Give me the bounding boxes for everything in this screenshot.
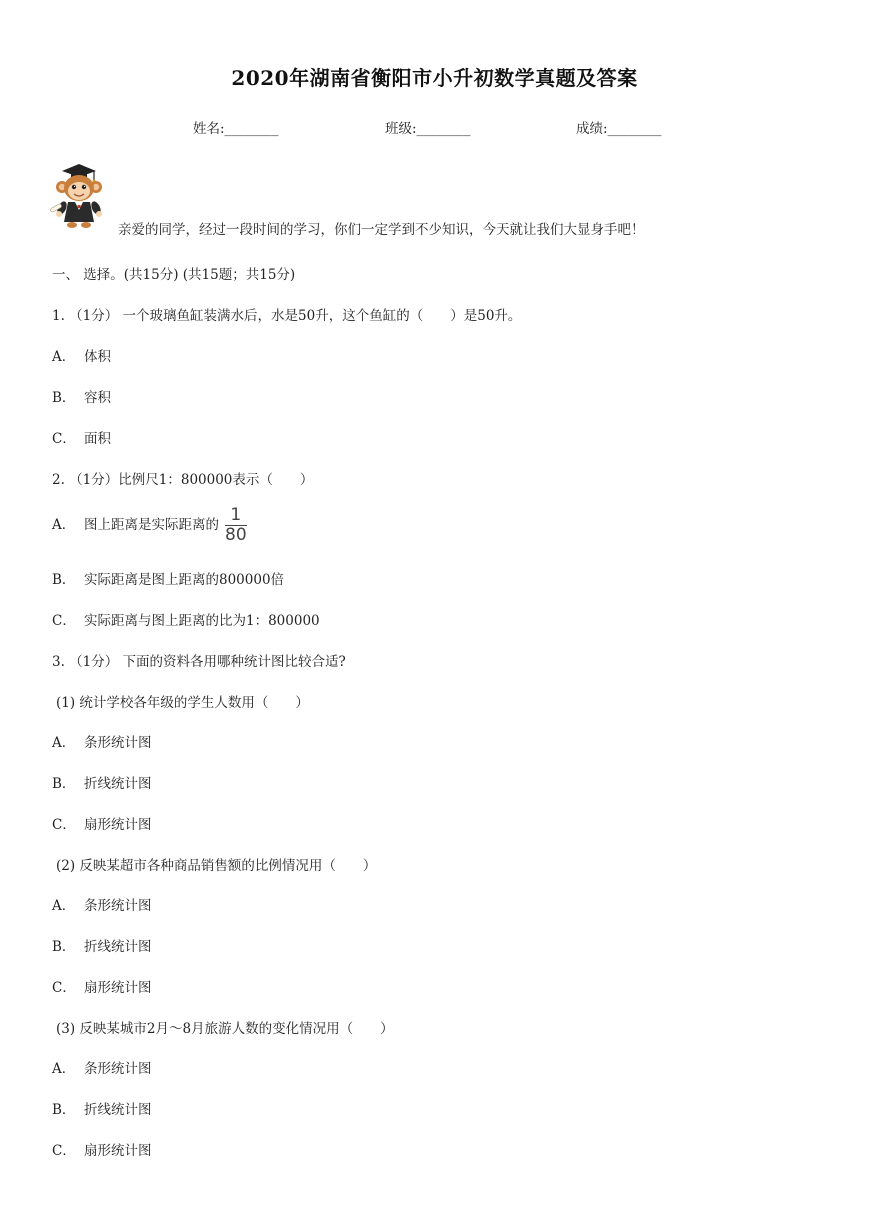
option-text: 实际距离与图上距离的比为1：800000	[84, 613, 320, 629]
q2-option-c[interactable]	[52, 609, 320, 629]
q3-sub2-stem: (2) 反映某超市各种商品销售额的比例情况用（ ）	[56, 858, 377, 874]
option-letter: B．	[52, 776, 76, 792]
fraction-numerator: 1	[225, 507, 247, 526]
option-letter: C．	[52, 817, 76, 833]
q1-option-b[interactable]	[52, 386, 111, 406]
name-label: 姓名:________	[193, 121, 279, 137]
option-text: 扇形统计图	[84, 980, 152, 996]
q1-option-a[interactable]	[52, 345, 111, 365]
option-text: 折线统计图	[84, 1102, 152, 1118]
q3-sub1-option-a[interactable]	[52, 731, 152, 751]
option-letter: C．	[52, 980, 76, 996]
class-field[interactable]	[385, 117, 471, 137]
option-letter: C．	[52, 1143, 76, 1159]
option-text: 折线统计图	[84, 776, 152, 792]
option-letter: B．	[52, 390, 76, 406]
option-text: 容积	[84, 390, 111, 406]
option-text: 扇形统计图	[84, 1143, 152, 1159]
option-text: 图上距离是实际距离的	[84, 517, 219, 533]
q1-option-c[interactable]	[52, 427, 111, 447]
q2-option-b[interactable]	[52, 568, 284, 588]
score-field[interactable]	[576, 117, 662, 137]
option-text: 条形统计图	[84, 898, 152, 914]
option-letter: B．	[52, 1102, 76, 1118]
score-label: 成绩:________	[576, 121, 662, 137]
q3-sub3-option-c[interactable]	[52, 1139, 152, 1159]
question-3-stem: 3. （1分） 下面的资料各用哪种统计图比较合适?	[52, 654, 346, 670]
name-field[interactable]	[193, 117, 279, 137]
question-1-stem: 1. （1分） 一个玻璃鱼缸装满水后，水是50升，这个鱼缸的（ ）是50升。	[52, 308, 522, 324]
q3-sub1-option-c[interactable]	[52, 813, 152, 833]
q3-sub1-option-b[interactable]	[52, 772, 152, 792]
graduate-monkey-mascot-icon	[48, 160, 110, 232]
fraction-denominator: 80	[225, 525, 247, 545]
class-label: 班级:________	[385, 121, 471, 137]
option-letter: A．	[52, 1061, 76, 1077]
option-text: 面积	[84, 431, 111, 447]
q2-option-a[interactable]	[52, 507, 247, 544]
q3-sub3-stem: (3) 反映某城市2月～8月旅游人数的变化情况用（ ）	[56, 1021, 394, 1037]
option-text: 条形统计图	[84, 1061, 152, 1077]
q3-sub3-option-b[interactable]	[52, 1098, 152, 1118]
section-heading: 一、 选择。(共15分) (共15题；共15分)	[52, 267, 296, 283]
option-text: 扇形统计图	[84, 817, 152, 833]
option-letter: A．	[52, 349, 76, 365]
greeting-text: 亲爱的同学，经过一段时间的学习，你们一定学到不少知识，今天就让我们大显身手吧！	[118, 222, 645, 238]
q3-sub2-option-b[interactable]	[52, 935, 152, 955]
option-letter: C．	[52, 613, 76, 629]
page-title: 2020年湖南省衡阳市小升初数学真题及答案	[231, 66, 638, 90]
q3-sub2-option-a[interactable]	[52, 894, 152, 914]
question-2-stem: 2. （1分）比例尺1：800000表示（ ）	[52, 472, 314, 488]
option-letter: B．	[52, 939, 76, 955]
q3-sub2-option-c[interactable]	[52, 976, 152, 996]
fraction	[225, 507, 247, 544]
option-letter: A．	[52, 517, 76, 533]
q3-sub1-stem: (1) 统计学校各年级的学生人数用（ ）	[56, 695, 309, 711]
q3-sub3-option-a[interactable]	[52, 1057, 152, 1077]
option-letter: A．	[52, 735, 76, 751]
option-letter: B．	[52, 572, 76, 588]
option-letter: A．	[52, 898, 76, 914]
option-text: 实际距离是图上距离的800000倍	[84, 572, 285, 588]
option-text: 折线统计图	[84, 939, 152, 955]
option-text: 条形统计图	[84, 735, 152, 751]
option-text: 体积	[84, 349, 111, 365]
option-letter: C．	[52, 431, 76, 447]
